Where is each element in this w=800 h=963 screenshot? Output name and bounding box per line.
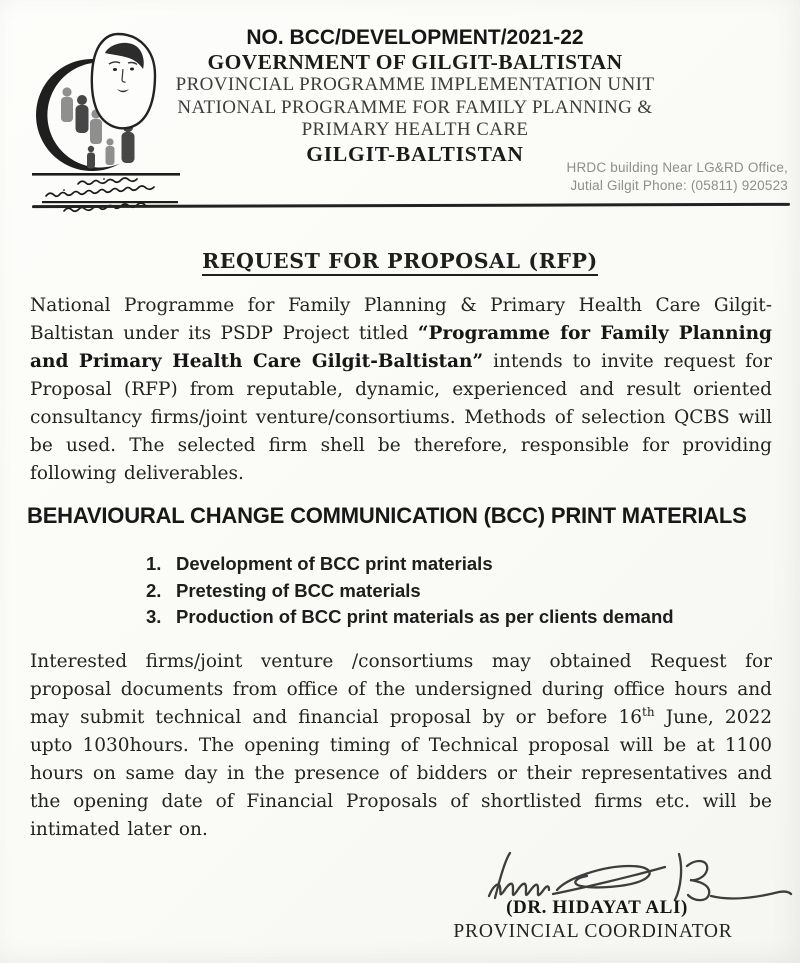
intro-paragraph [30, 292, 772, 488]
section-heading: BEHAVIOURAL CHANGE COMMUNICATION (BCC) PRINT MATERIALS [27, 503, 747, 528]
urdu-caption-icon [46, 178, 154, 196]
list-number: 2. [146, 579, 162, 601]
list-number: 3. [146, 606, 162, 627]
intro-text-start: National Programme for Family Planning & Primary Health Care Gilgit-Baltistan under its PSDP Project titled [30, 295, 772, 344]
programme-line-1: NATIONAL PROGRAMME FOR FAMILY PLANNING & [177, 96, 653, 118]
submission-text-end: June, 2022 upto 1030hours. The opening timing of Technical proposal will be at 1100 hours on same day in the presence of bidders or their representatives and the opening date of Financial Proposals of shortlisted firms etc. will be intimated later on. [30, 707, 773, 840]
reference-number: NO. BCC/DEVELOPMENT/2021-22 [246, 26, 584, 49]
address-line-1: HRDC building Near LG&RD Office, [566, 160, 788, 175]
list-text: Development of BCC print materials [176, 553, 493, 574]
unit-line: PROVINCIAL PROGRAMME IMPLEMENTATION UNIT [175, 74, 655, 95]
list-text: Pretesting of BCC materials [176, 579, 421, 601]
address-line-2: Jutial Gilgit Phone: (05811) 920523 [570, 177, 788, 193]
date-superscript: th [642, 704, 655, 719]
office-address [458, 159, 788, 194]
submission-paragraph [30, 648, 772, 844]
intro-text-end: intends to invite request for Proposal (RFP) from reputable, dynamic, experienced and result oriented consultancy firms/joint venture/consortiums. Methods of selection QCBS will be used. The selected firm shell be therefore, responsible for providing following deliverables. [30, 351, 772, 484]
list-item [146, 604, 706, 631]
government-title: GOVERNMENT OF GILGIT-BALTISTAN [207, 50, 623, 74]
document-title: REQUEST FOR PROPOSAL (RFP) [0, 249, 800, 273]
list-number: 1. [146, 553, 162, 574]
project-title-bold: “Programme for Family Planning and Primary Health Care Gilgit-Baltistan” [30, 323, 772, 372]
list-item [146, 551, 706, 578]
list-text: Production of BCC print materials as per clients demand [176, 606, 674, 627]
list-item [146, 578, 706, 605]
submission-text-start: Interested firms/joint venture /consortiums may obtained Request for proposal documents from office of the undersigned during office hours and may submit technical and financial proposal by or before 16 [30, 651, 772, 728]
signatory-title: PROVINCIAL COORDINATOR [453, 921, 733, 942]
signatory-name: (DR. HIDAYAT ALI) [506, 897, 688, 918]
deliverables-list [146, 551, 706, 631]
programme-line-2: PRIMARY HEALTH CARE [301, 119, 529, 140]
region-title: GILGIT-BALTISTAN [306, 141, 524, 166]
letterhead [145, 26, 685, 167]
